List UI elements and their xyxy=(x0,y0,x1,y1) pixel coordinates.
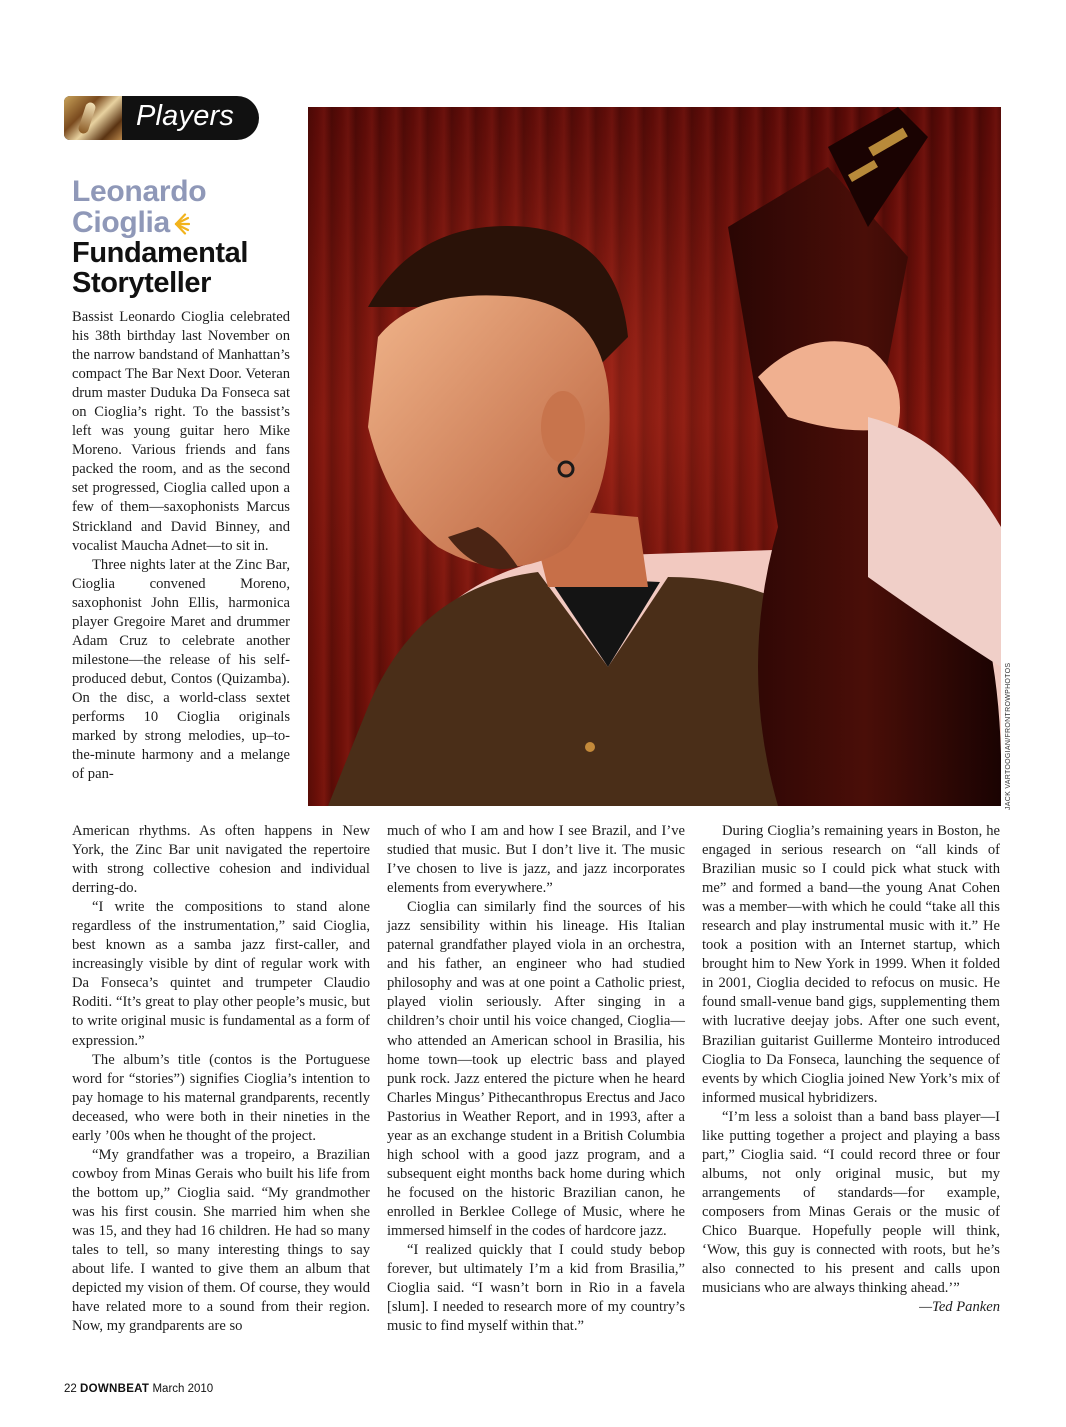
article-column-1-bottom xyxy=(72,822,370,1336)
section-label: Players xyxy=(136,100,235,132)
section-tab xyxy=(64,96,259,140)
sunburst-icon xyxy=(174,213,190,235)
page-number: 22 xyxy=(64,1383,77,1395)
subject-name xyxy=(72,176,206,238)
article-headline xyxy=(72,238,248,298)
paragraph: much of who I am and how I see Brazil, and I’ve studied that music. But I don’t live it. The music I’ve chosen to live is jazz, and jazz incorporates elements from everywhere.” xyxy=(387,823,685,897)
article-column-1-top xyxy=(72,308,290,784)
paragraph: “I write the compositions to stand alone regardless of the instrumentation,” said Cioglia, best known as a samba jazz first-caller, and increasingly visible by dint of regular work with Da Fonseca’s quintet and trumpeter Claudio Roditi. “It’s great to play other people’s music, but to write original music is fundamental as a form of expression.” xyxy=(72,899,370,1049)
article-column-3 xyxy=(702,822,1000,1317)
headline-line2: Storyteller xyxy=(72,267,212,299)
paragraph: American rhythms. As often happens in New York, the Zinc Bar unit navigated the repertoire with strong collective cohesion and individual derring-do. xyxy=(72,823,370,897)
paragraph: During Cioglia’s remaining years in Boston, he engaged in serious research on “all kinds of Brazilian music so I could pick what stuck with me” and formed a band—the young Anat Cohen was a member—with which he could “take all this research and play instrumental music with it.” He took a position with an Internet startup, which brought him to New York in 1999. When it folded in 2001, Cioglia decided to refocus on music. He found small-venue band gigs, supplementing them with lucrative deejay jobs. After one such event, Brazilian guitarist Guillerme Monteiro introduced Cioglia to Da Fonseca, launching the sequence of events by which Cioglia joined New York’s mix of informed musical hybridizers. xyxy=(702,823,1000,1106)
page-footer xyxy=(64,1383,213,1395)
magazine-name: DOWNBEAT xyxy=(80,1383,150,1395)
paragraph: “My grandfather was a tropeiro, a Brazilian cowboy from Minas Gerais who built his life from the bottom up,” Cioglia said. “My grandmother was his first cousin. She married him when she was 15, and they had 16 children. He had so many tales to tell, so many interesting things to say about life. I wanted to give them an album that depicted my vision of them. Of course, they would have related more to a sound from their region. Now, my grandparents are so xyxy=(72,1146,370,1335)
byline: —Ted Panken xyxy=(919,1299,1000,1316)
headline-line1: Fundamental xyxy=(72,237,249,269)
bassist-photo-illustration xyxy=(308,107,1001,806)
subject-name-line2: Cioglia xyxy=(72,206,170,239)
paragraph: Cioglia can similarly find the sources of his jazz sensibility within his lineage. His Italian paternal grandfather played viola in an orchestra, and his father, an engineer who had studied philosophy and was at one point a Catholic priest, played violin seriously. After singing in a children’s choir until his voice changed, Cioglia—who attended an American school in Brasilia, his home town—took up electric bass and played punk rock. Jazz entered the picture when he heard Charles Mingus’ Pithecanthropus Erectus and Jaco Pastorius in Weather Report, and in 1993, after a year as an exchange student in a British Columbia high school with a good jazz program, and a subsequent eight months back home during which he focused on the historic Brazilian canon, he enrolled in Berklee College of Music, where he immersed himself in the codes of hardcore jazz. xyxy=(387,899,685,1239)
issue-date: March 2010 xyxy=(152,1383,214,1395)
article-column-2 xyxy=(387,822,685,1336)
paragraph: “I realized quickly that I could study bebop forever, but ultimately I’m a kid from Brasilia,” Cioglia said. “I wasn’t born in Rio in a favela [slum]. I needed to research more of my country’s music to find myself within that.” xyxy=(387,1242,685,1335)
paragraph: Three nights later at the Zinc Bar, Cioglia convened Moreno, saxophonist John Ellis, harmonica player Gregoire Maret and drummer Adam Cruz to celebrate another milestone—the release of his self-produced debut, Contos (Quizamba). On the disc, a world-class sextet performs 10 Cioglia originals marked by strong melodies, up–to-the-minute harmony and a melange of pan- xyxy=(72,556,290,783)
bassist-photo xyxy=(308,107,1001,806)
paragraph: “I’m less a soloist than a band bass player—I like putting together a project and playing a bass part,” Cioglia said. “I could record three or four albums, not only original music, but my arrangements of standards—for example, composers from Minas Gerais or the music of Chico Buarque. Hopefully people will think, ‘Wow, this guy is connected with roots, but he’s also connected to his present and calls upon musicians who are always thinking ahead.’” xyxy=(702,1108,1000,1297)
saxophone-thumbnail-image xyxy=(64,96,122,140)
subject-name-line1: Leonardo xyxy=(72,175,207,208)
photo-credit: JACK VARTOOGIAN/FRONTROWPHOTOS xyxy=(1005,662,1012,810)
paragraph: The album’s title (contos is the Portuguese word for “stories”) signifies Cioglia’s intention to pay homage to his maternal grandparents, recently deceased, who were both in their nineties in the early ’00s when he thought of the project. xyxy=(72,1051,370,1144)
paragraph: Bassist Leonardo Cioglia celebrated his 38th birthday last November on the narrow bandstand of Manhattan’s compact The Bar Next Door. Veteran drum master Duduka Da Fonseca sat on Cioglia’s right. To the bassist’s left was young guitar hero Mike Moreno. Various friends and fans packed the room, and as the second set progressed, Cioglia called upon a few of them—saxophonists Marcus Strickland and David Binney, and vocalist Maucha Adnet—to sit in. xyxy=(72,309,290,554)
